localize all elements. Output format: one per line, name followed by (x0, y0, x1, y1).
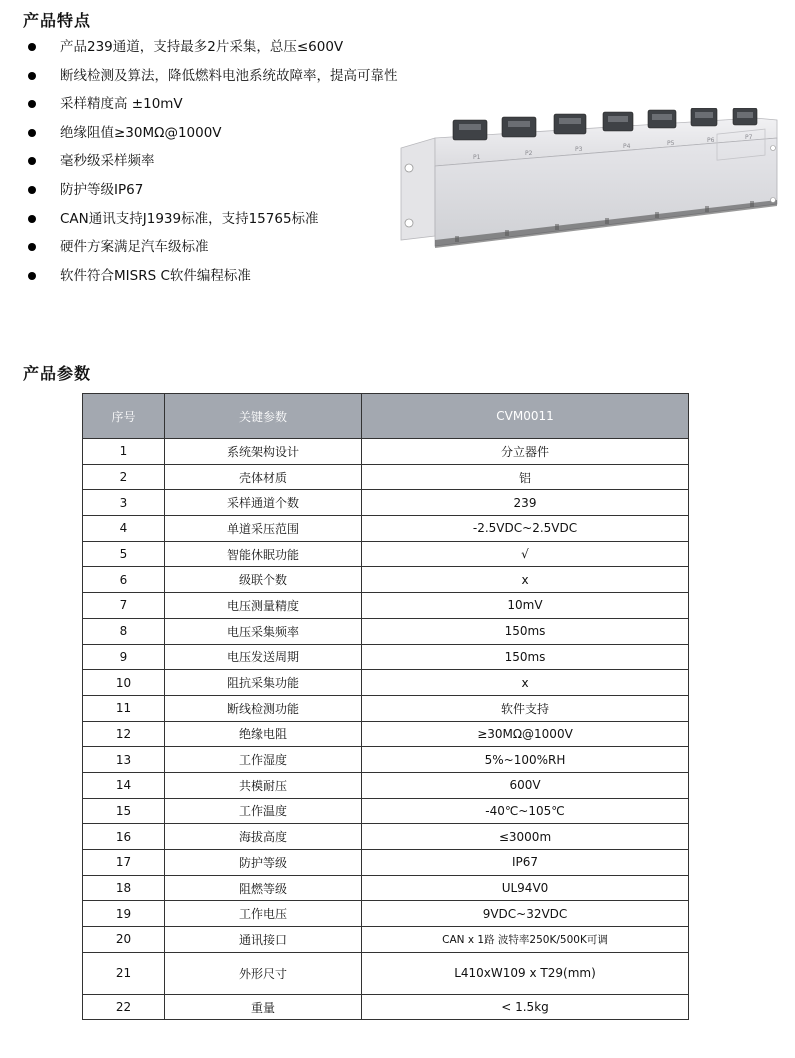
cell-index: 18 (83, 875, 165, 901)
cell-index: 8 (83, 618, 165, 644)
features-title: 产品特点 (23, 11, 92, 30)
cell-value: x (362, 670, 689, 696)
cell-param: 工作电压 (165, 901, 362, 927)
table-row (83, 721, 689, 747)
table-row (83, 850, 689, 876)
cell-param: 系统架构设计 (165, 439, 362, 465)
feature-text: 毫秒级采样频率 (60, 153, 155, 170)
table-row (83, 439, 689, 465)
cell-param: 电压测量精度 (165, 593, 362, 619)
cell-index: 10 (83, 670, 165, 696)
cell-param: 共模耐压 (165, 772, 362, 798)
port-label: P5 (667, 140, 675, 147)
feature-text: 软件符合MISRS C软件编程标准 (60, 267, 251, 284)
feature-text: 断线检测及算法，降低燃料电池系统故障率，提高可靠性 (60, 67, 398, 84)
table-row (83, 772, 689, 798)
bullet-icon (28, 157, 36, 165)
cell-index: 14 (83, 772, 165, 798)
feature-item (25, 37, 398, 66)
feature-text: 产品239通道，支持最多2片采集，总压≤600V (60, 39, 344, 55)
table-row (83, 541, 689, 567)
product-image (395, 108, 785, 256)
bullet-icon (28, 129, 36, 137)
table-row (83, 747, 689, 773)
cell-param: 绝缘电阻 (165, 721, 362, 747)
table-row (83, 670, 689, 696)
cell-index: 19 (83, 901, 165, 927)
cell-param: 电压发送周期 (165, 644, 362, 670)
cell-param: 采样通道个数 (165, 490, 362, 516)
cell-value: 9VDC~32VDC (362, 901, 689, 927)
feature-item (25, 180, 398, 209)
table-row (83, 464, 689, 490)
feature-item (25, 209, 398, 238)
cell-param: 断线检测功能 (165, 695, 362, 721)
cell-index: 4 (83, 516, 165, 542)
header-model: CVM0011 (362, 394, 689, 439)
cell-param: 级联个数 (165, 567, 362, 593)
feature-item (25, 66, 398, 95)
feature-item (25, 123, 398, 152)
table-row (83, 901, 689, 927)
cell-value: -2.5VDC~2.5VDC (362, 516, 689, 542)
cell-param: 海拔高度 (165, 824, 362, 850)
table-row (83, 875, 689, 901)
cell-value: 150ms (362, 618, 689, 644)
cell-index: 12 (83, 721, 165, 747)
port-label: P2 (525, 150, 533, 157)
cell-index: 22 (83, 994, 165, 1020)
cell-value: ≤3000m (362, 824, 689, 850)
cell-value: -40℃~105℃ (362, 798, 689, 824)
bullet-icon (28, 72, 36, 80)
cell-value: 10mV (362, 593, 689, 619)
feature-text: 绝缘阻值≥30MΩ@1000V (60, 124, 222, 141)
cell-value: 600V (362, 772, 689, 798)
params-table (82, 393, 689, 1020)
table-row (83, 798, 689, 824)
cell-value: L410xW109 x T29(mm) (362, 952, 689, 994)
cell-value: 软件支持 (362, 695, 689, 721)
cell-index: 9 (83, 644, 165, 670)
cell-index: 5 (83, 541, 165, 567)
table-row (83, 952, 689, 994)
cell-param: 智能休眠功能 (165, 541, 362, 567)
header-param: 关键参数 (165, 394, 362, 439)
table-row (83, 567, 689, 593)
feature-item (25, 94, 398, 123)
table-row (83, 644, 689, 670)
cell-param: 工作湿度 (165, 747, 362, 773)
cell-index: 1 (83, 439, 165, 465)
cell-value: √ (362, 541, 689, 567)
cell-param: 通讯接口 (165, 927, 362, 953)
bullet-icon (28, 43, 36, 51)
cell-index: 17 (83, 850, 165, 876)
bullet-icon (28, 243, 36, 251)
cell-value: < 1.5kg (362, 994, 689, 1020)
cell-index: 15 (83, 798, 165, 824)
cell-index: 3 (83, 490, 165, 516)
cell-param: 壳体材质 (165, 464, 362, 490)
bullet-icon (28, 215, 36, 223)
table-row (83, 994, 689, 1020)
cell-param: 电压采集频率 (165, 618, 362, 644)
cell-value: 150ms (362, 644, 689, 670)
cell-index: 7 (83, 593, 165, 619)
feature-text: CAN通讯支持J1939标准，支持15765标准 (60, 210, 319, 227)
port-label: P4 (623, 143, 631, 150)
cell-param: 阻抗采集功能 (165, 670, 362, 696)
cell-value: ≥30MΩ@1000V (362, 721, 689, 747)
port-label: P6 (707, 137, 715, 144)
table-row (83, 490, 689, 516)
cell-value: 5%~100%RH (362, 747, 689, 773)
params-body (83, 439, 689, 1020)
cell-value: x (362, 567, 689, 593)
cell-param: 重量 (165, 994, 362, 1020)
cell-value: 分立器件 (362, 439, 689, 465)
table-row (83, 695, 689, 721)
bullet-icon (28, 100, 36, 108)
port-label: P7 (745, 134, 753, 141)
cell-value: 239 (362, 490, 689, 516)
cell-index: 21 (83, 952, 165, 994)
cell-param: 单道采压范围 (165, 516, 362, 542)
table-row (83, 618, 689, 644)
table-row (83, 593, 689, 619)
table-row (83, 516, 689, 542)
cell-index: 13 (83, 747, 165, 773)
bullet-icon (28, 272, 36, 280)
cell-index: 6 (83, 567, 165, 593)
port-label: P1 (473, 154, 481, 161)
feature-list (25, 37, 398, 294)
feature-item (25, 266, 398, 295)
feature-text: 防护等级IP67 (60, 181, 144, 198)
port-label: P3 (575, 146, 583, 153)
cell-value: 铝 (362, 464, 689, 490)
params-title: 产品参数 (23, 364, 92, 383)
cell-value: CAN x 1路 波特率250K/500K可调 (362, 927, 689, 953)
header-index: 序号 (83, 394, 165, 439)
cell-index: 16 (83, 824, 165, 850)
cell-index: 20 (83, 927, 165, 953)
feature-text: 硬件方案满足汽车级标准 (60, 239, 209, 256)
bullet-icon (28, 186, 36, 194)
cell-index: 2 (83, 464, 165, 490)
cell-param: 外形尺寸 (165, 952, 362, 994)
cell-value: IP67 (362, 850, 689, 876)
feature-item (25, 237, 398, 266)
cell-param: 工作温度 (165, 798, 362, 824)
table-header-row (83, 394, 689, 439)
feature-item (25, 151, 398, 180)
feature-text: 采样精度高 ±10mV (60, 96, 183, 113)
table-row (83, 824, 689, 850)
cell-value: UL94V0 (362, 875, 689, 901)
cell-param: 阻燃等级 (165, 875, 362, 901)
table-row (83, 927, 689, 953)
cell-param: 防护等级 (165, 850, 362, 876)
cell-index: 11 (83, 695, 165, 721)
